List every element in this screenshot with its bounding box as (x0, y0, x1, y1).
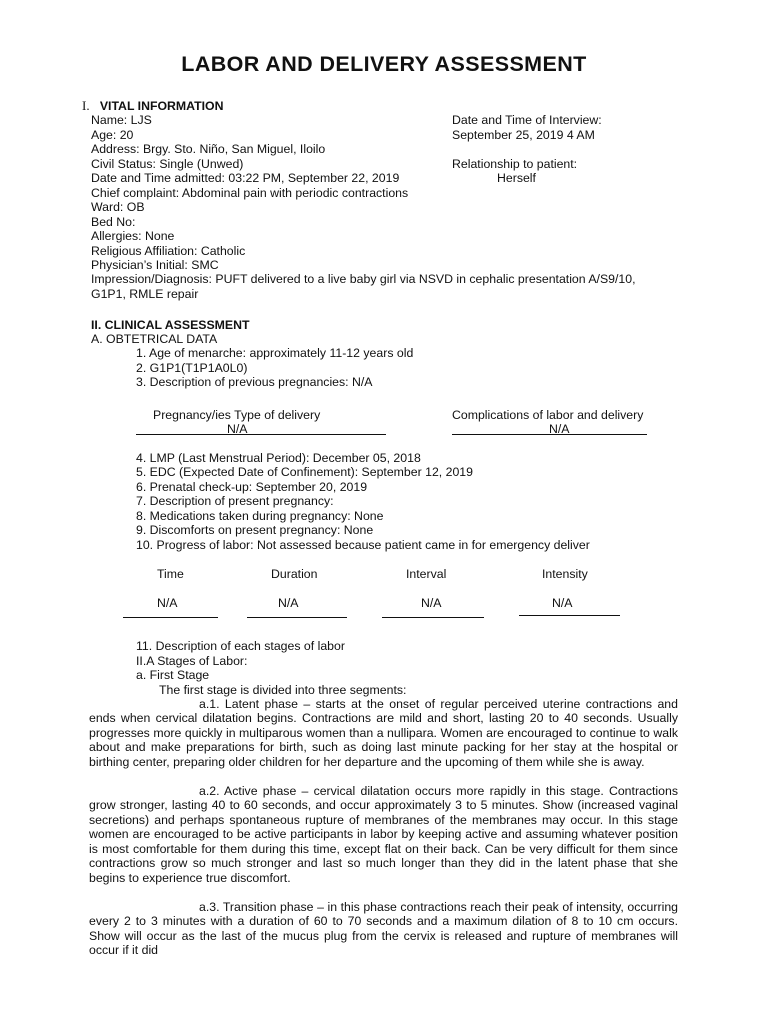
interview-label: Date and Time of Interview: (452, 113, 602, 127)
item-discomforts: 9. Discomforts on present pregnancy: None (136, 523, 374, 537)
transition-phase-paragraph: a.3. Transition phase – in this phase contractions reach their peak of intensity, occurring every 2 to 3 minutes with a duration of 60 to 70 seconds and a maximum dilation of 8 to 10 cm occurs. Show will occur as the last of the mucus plug from the cervix is released and rupture of membranes will occur if it did (89, 900, 678, 958)
item-gravida: 2. G1P1(T1P1A0L0) (136, 361, 248, 375)
allergies-field: Allergies: None (91, 229, 175, 243)
labor-underline-intensity (519, 615, 620, 616)
name-field: Name: LJS (91, 113, 152, 127)
labor-col-time: Time (157, 567, 184, 581)
labor-col-interval: Interval (406, 567, 447, 581)
preg-col-type: Pregnancy/ies Type of delivery (153, 408, 321, 422)
labor-col-duration: Duration (271, 567, 318, 581)
item-menarche: 1. Age of menarche: approximately 11-12 years old (136, 346, 414, 360)
obstetrical-data-heading: A. OBTETRICAL DATA (91, 332, 218, 346)
first-stage-intro: The first stage is divided into three segments: (159, 683, 407, 697)
section-1-heading (82, 99, 224, 113)
labor-val-time: N/A (157, 596, 178, 610)
religion-field: Religious Affiliation: Catholic (91, 244, 246, 258)
latent-phase-paragraph: a.1. Latent phase – starts at the onset of regular perceived uterine contractions and ends when cervical dilatation begins. Contractions are mild and short, lasting 20 to 40 seconds. Usually progresses more quickly in multiparous women than a nullipara. Women are encouraged to continue to walk about and make preparations for birth, such as doing last minute packing for her stay at the hospital or birthing center, preparing older children for her departure and the upcoming of them while she is away. (89, 697, 678, 769)
section-1-numeral: I. (82, 98, 90, 113)
section-1-title: VITAL INFORMATION (99, 99, 224, 113)
preg-value-type: N/A (227, 422, 248, 436)
item-prenatal: 6. Prenatal check-up: September 20, 2019 (136, 480, 368, 494)
relationship-value: Herself (497, 171, 536, 185)
age-field: Age: 20 (91, 128, 134, 142)
first-stage-label: a. First Stage (136, 668, 210, 682)
labor-val-duration: N/A (278, 596, 299, 610)
item-lmp: 4. LMP (Last Menstrual Period): December 05, 2018 (136, 451, 421, 465)
bed-no-field: Bed No: (91, 215, 136, 229)
stages-heading: II.A Stages of Labor: (136, 654, 248, 668)
preg-underline-1 (136, 434, 386, 435)
chief-complaint-field: Chief complaint: Abdominal pain with periodic contractions (91, 186, 409, 200)
item-edc: 5. EDC (Expected Date of Confinement): September 12, 2019 (136, 465, 473, 479)
physician-initial-field: Physician’s Initial: SMC (91, 258, 219, 272)
preg-col-complications: Complications of labor and delivery (452, 408, 644, 422)
labor-col-intensity: Intensity (542, 567, 588, 581)
labor-val-intensity: N/A (552, 596, 573, 610)
diagnosis-field-cont: G1P1, RMLE repair (91, 287, 199, 301)
section-2-heading: II. CLINICAL ASSESSMENT (91, 318, 250, 332)
active-phase-paragraph: a.2. Active phase – cervical dilatation occurs more rapidly in this stage. Contractions grow stronger, lasting 40 to 60 seconds, and occur approximately 3 to 5 minutes. Show (increased vaginal secretions) and perhaps spontaneous rupture of membranes of the membranes may occur. In this stage women are encouraged to be active participants in labor by keeping active and assuming whatever position is most comfortable for them during this time, except flat on their back. Can be very difficult for them since contractions grow so much stronger and last so much longer than they did in the latent phase that she begins to experience true discomfort. (89, 784, 678, 885)
labor-underline-time (123, 617, 218, 618)
preg-value-complications: N/A (549, 422, 570, 436)
interview-value: September 25, 2019 4 AM (452, 128, 595, 142)
labor-underline-interval (382, 617, 484, 618)
labor-val-interval: N/A (421, 596, 442, 610)
date-admitted-field: Date and Time admitted: 03:22 PM, September 22, 2019 (91, 171, 400, 185)
item-present-pregnancy: 7. Description of present pregnancy: (136, 494, 334, 508)
diagnosis-field: Impression/Diagnosis: PUFT delivered to a live baby girl via NSVD in cephalic presentation A/S9/10, (91, 272, 636, 286)
civil-status-field: Civil Status: Single (Unwed) (91, 157, 244, 171)
document-title: LABOR AND DELIVERY ASSESSMENT (181, 52, 587, 76)
labor-underline-duration (247, 617, 347, 618)
relationship-label: Relationship to patient: (452, 157, 578, 171)
address-field: Address: Brgy. Sto. Niño, San Miguel, Iloilo (91, 142, 326, 156)
item-progress-labor: 10. Progress of labor: Not assessed because patient came in for emergency deliver (136, 538, 590, 552)
item-previous-pregnancies: 3. Description of previous pregnancies: N/A (136, 375, 373, 389)
item-stages-description: 11. Description of each stages of labor (136, 639, 345, 653)
ward-field: Ward: OB (91, 200, 145, 214)
item-medications: 8. Medications taken during pregnancy: None (136, 509, 384, 523)
